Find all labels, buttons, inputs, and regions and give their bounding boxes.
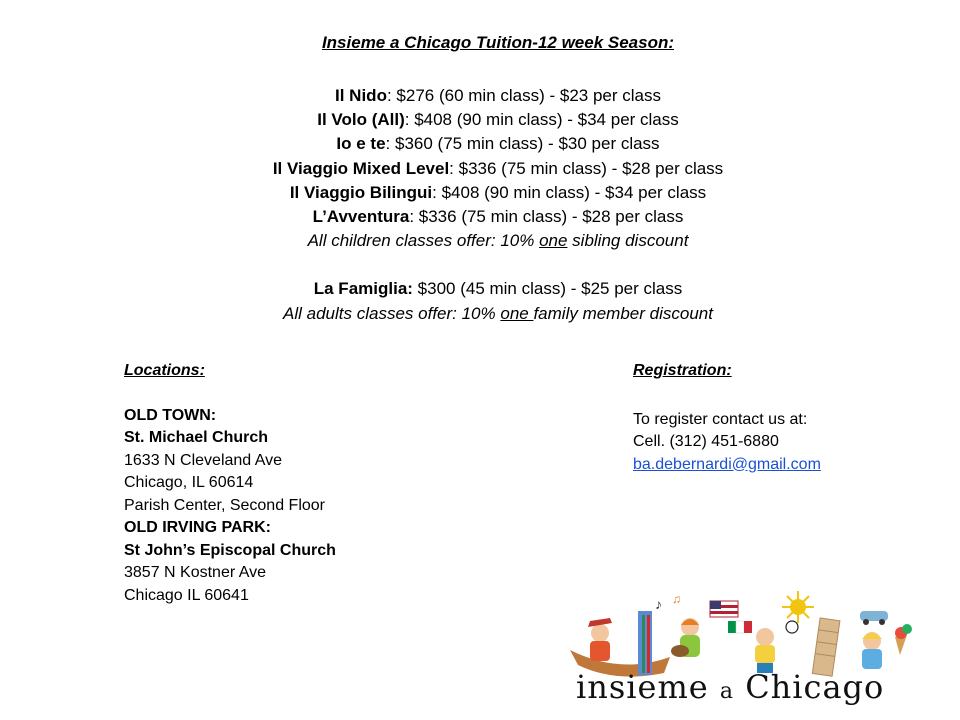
class-name: La Famiglia: (313, 279, 413, 299)
tower-stripe (642, 615, 645, 673)
class-name: Il Nido (335, 86, 387, 105)
class-detail: : $336 (75 min class) - $28 per class (449, 158, 724, 178)
price-line-viaggio-mixed (0, 157, 960, 181)
class-detail: : $360 (75 min class) - $30 per class (385, 134, 660, 154)
price-line-il-nido (0, 84, 960, 108)
italy-flag-green (728, 621, 736, 633)
price-line-avventura (0, 205, 960, 229)
registration-intro: To register contact us at: (633, 410, 808, 428)
location-area-old-town: OLD TOWN: (124, 406, 217, 424)
location-church-st-johns: St John’s Episcopal Church (124, 541, 336, 559)
page-title: Insieme a Chicago Tuition-12 week Season: (321, 33, 675, 52)
registration-section (633, 360, 821, 476)
car-wheel (879, 619, 885, 625)
child-hair (681, 619, 699, 625)
italy-flag-white (736, 621, 744, 633)
address-line: 1633 N Cleveland Ave (124, 451, 283, 469)
guitar-shape (671, 645, 689, 657)
child-body (862, 649, 882, 669)
adults-discount-note: All adults classes offer: 10% one family member discount (283, 303, 713, 323)
italy-flag-red (744, 621, 752, 633)
address-line: Parish Center, Second Floor (124, 496, 325, 514)
class-name: L’Avventura (312, 207, 410, 227)
child-body (590, 641, 610, 661)
address-line: Chicago IL 60641 (124, 586, 249, 604)
class-name: Io e te (336, 134, 386, 154)
address-line: 3857 N Kostner Ave (124, 564, 267, 581)
ice-cream-scoop (902, 624, 912, 634)
music-note-icon: ♪ (655, 596, 662, 612)
price-line-famiglia (0, 277, 960, 301)
class-detail: : $276 (60 min class) - $23 per class (386, 86, 661, 105)
child-head (591, 624, 609, 642)
locations-heading: Locations: (124, 362, 205, 379)
car-shape (860, 611, 888, 621)
phone-number: Cell. (312) 451-6880 (633, 433, 779, 450)
class-name: Il Volo (All) (317, 110, 405, 130)
music-note-icon: ♫ (672, 592, 681, 606)
email-link[interactable]: ba.debernardi@gmail.com (633, 455, 821, 473)
address-line: Chicago, IL 60614 (124, 474, 254, 491)
locations-section (124, 360, 336, 607)
class-detail: : $408 (90 min class) - $34 per class (404, 110, 679, 130)
tuition-pricing-list (0, 84, 960, 326)
car-wheel (863, 619, 869, 625)
children-discount-note: All children classes offer: 10% one sibling discount (307, 231, 689, 251)
child-body (755, 645, 775, 663)
location-church-st-michael: St. Michael Church (124, 429, 269, 446)
class-detail: : $336 (75 min class) - $28 per class (409, 207, 684, 227)
logo-wordmark: insieme a Chicago (576, 668, 885, 706)
location-area-old-irving-park: OLD IRVING PARK: (124, 519, 271, 536)
class-name: Il Viaggio Bilingui (289, 182, 433, 202)
soccer-ball-icon (786, 621, 798, 633)
class-name: Il Viaggio Mixed Level (272, 158, 450, 178)
price-line-il-volo (0, 108, 960, 132)
price-line-viaggio-bilingui (0, 181, 960, 205)
child-hair (862, 633, 882, 639)
child-head (756, 628, 774, 646)
tower-stripe (647, 615, 650, 673)
price-line-io-e-te (0, 132, 960, 156)
class-detail: : $408 (90 min class) - $34 per class (432, 182, 707, 202)
spacer (0, 253, 960, 277)
usa-flag-stripe (710, 611, 738, 614)
sun-rays (782, 591, 814, 623)
usa-flag-canton (710, 601, 721, 609)
registration-heading: Registration: (633, 362, 732, 379)
class-detail: $300 (45 min class) - $25 per class (412, 279, 683, 299)
